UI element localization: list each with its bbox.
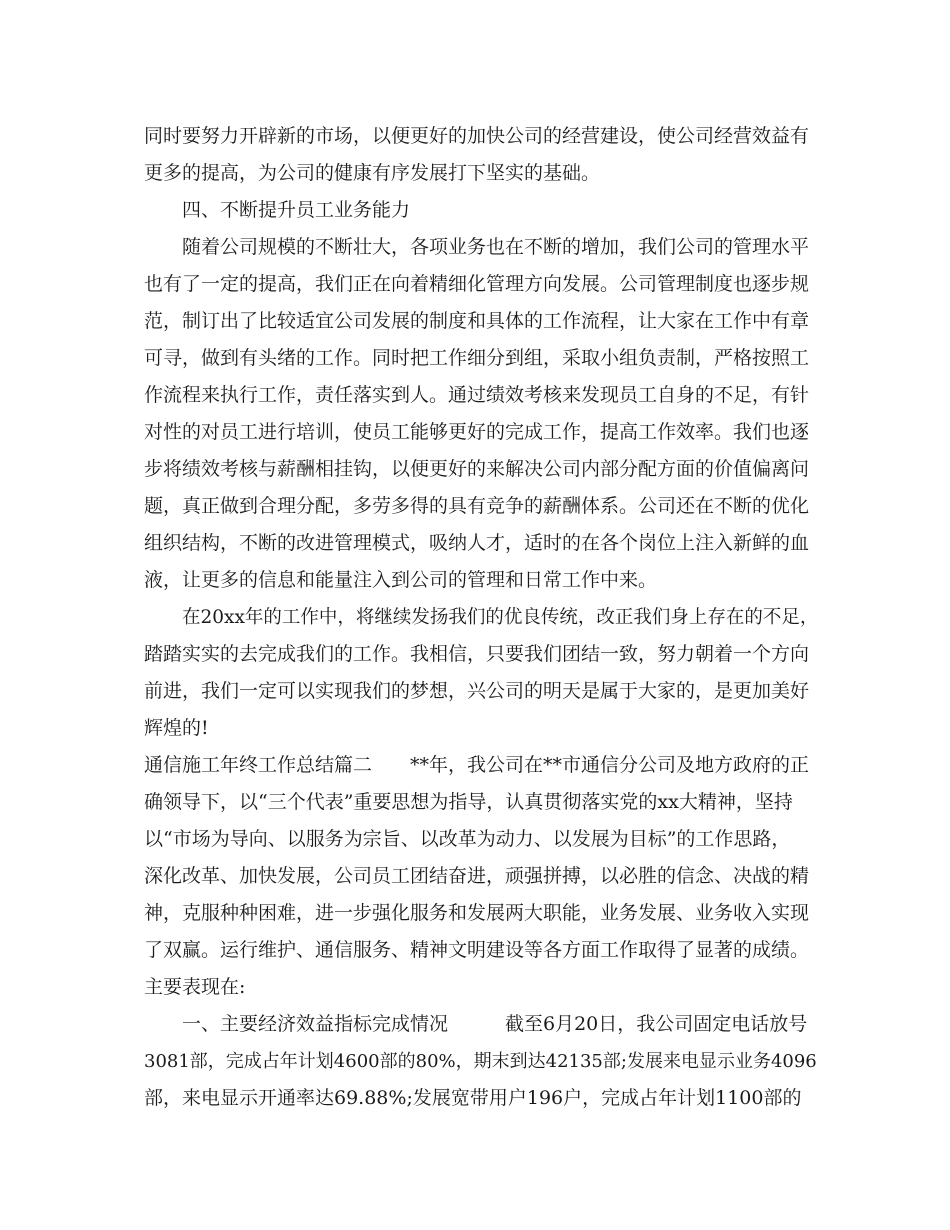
text-line: 深化改革、加快发展，公司员工团结奋进，顽强拼搏，以必胜的信念、决战的精 (144, 865, 810, 887)
text-line: 同时要努力开辟新的市场，以便更好的加快公司的经营建设，使公司经营效益有 (144, 125, 810, 147)
text-line: 题，真正做到合理分配，多劳多得的具有竞争的薪酬体系。公司还在不断的优化 (144, 495, 810, 517)
text-line: 3081部，完成占年计划4600部的80%，期末到达42135部;发展来电显示业务4096 (144, 1051, 817, 1072)
text-line: 了双赢。运行维护、通信服务、精神文明建设等各方面工作取得了显著的成绩。 (144, 939, 810, 961)
text-line: 四、不断提升员工业务能力 (182, 199, 411, 221)
text-line: 可寻，做到有头绪的工作。同时把工作细分到组，采取小组负责制，严格按照工 (144, 347, 810, 369)
text-line: 对性的对员工进行培训，使员工能够更好的完成工作，提高工作效率。我们也逐 (144, 421, 810, 443)
text-line: 主要表现在: (144, 976, 246, 998)
text-line: 组织结构，不断的改进管理模式，吸纳人才，适时的在各个岗位上注入新鲜的血 (144, 532, 810, 554)
text-line: 范，制订出了比较适宜公司发展的制度和具体的工作流程，让大家在工作中有章 (144, 310, 810, 332)
text-line: 以“市场为导向、以服务为宗旨、以改革为动力、以发展为目标”的工作思路， (144, 828, 791, 850)
text-line: 部，来电显示开通率达69.88%;发展宽带用户196户，完成占年计划1100部的 (144, 1087, 802, 1109)
text-line: 确领导下，以“三个代表”重要思想为指导，认真贯彻落实党的xx大精神，坚持 (144, 791, 793, 813)
text-line: 在20xx年的工作中，将继续发扬我们的优良传统，改正我们身上存在的不足， (182, 607, 819, 628)
text-line: 随着公司规模的不断壮大，各项业务也在不断的增加，我们公司的管理水平 (182, 236, 810, 258)
text-line: 神，克服种种困难，进一步强化服务和发展两大职能，业务发展、业务收入实现 (144, 902, 810, 924)
text-line: 前进，我们一定可以实现我们的梦想，兴公司的明天是属于大家的，是更加美好 (144, 680, 810, 702)
text-line: 也有了一定的提高，我们正在向着精细化管理方向发展。公司管理制度也逐步规 (144, 273, 810, 295)
text-line: 液，让更多的信息和能量注入到公司的管理和日常工作中来。 (144, 569, 658, 591)
text-line: 踏踏实实的去完成我们的工作。我相信，只要我们团结一致，努力朝着一个方向 (144, 643, 810, 665)
text-line: 通信施工年终工作总结篇二 **年，我公司在**市通信分公司及地方政府的正 (144, 754, 810, 776)
text-line: 一、主要经济效益指标完成情况 截至6月20日，我公司固定电话放号 (182, 1013, 808, 1035)
text-line: 步将绩效考核与薪酬相挂钩，以便更好的来解决公司内部分配方面的价值偏离问 (144, 458, 810, 480)
text-line: 更多的提高，为公司的健康有序发展打下坚实的基础。 (144, 162, 601, 184)
text-line: 辉煌的! (144, 717, 209, 739)
text-line: 作流程来执行工作，责任落实到人。通过绩效考核来发现员工自身的不足，有针 (144, 384, 810, 406)
document-body (144, 118, 824, 1117)
